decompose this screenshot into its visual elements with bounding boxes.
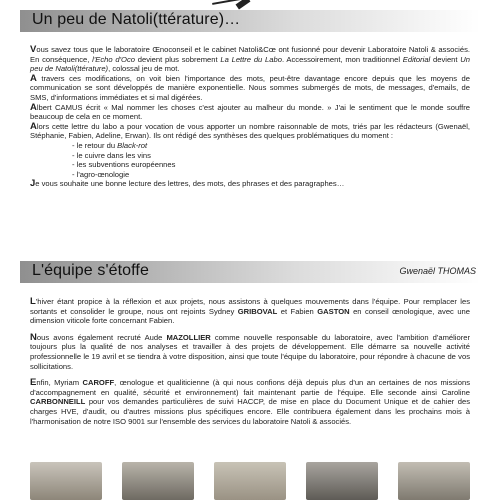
top-decorative-mark (0, 0, 500, 8)
drop-letter: V (30, 44, 37, 55)
paragraph: L'hiver étant propice à la réflexion et aux projets, nous assistons à quelques mouvements dans l'équipe. Pour remplacer les sortants et consolider le groupe, nous ont rejoints Sydney GRIBOVAL et Fabien GASTON en conseil œnologique, avec une dimension viticole forte concernant Fabien. (30, 296, 470, 326)
section-title: L'équipe s'étoffe (32, 262, 149, 279)
section-header-equipe (20, 261, 480, 283)
team-photo (306, 462, 378, 500)
team-photo (122, 462, 194, 500)
paragraph: Alors cette lettre du labo a pour vocation de vous apporter un nombre raisonnable de mots, triés par les rédacteurs (Gwenaël, Stéphanie, Fabien, Adeline, Erwan). Ils ont rédigé des synthèses des quelques problématiques du moment : (30, 120, 470, 141)
list-item: - le cuivre dans les vins (72, 151, 470, 161)
paragraph: Je vous souhaite une bonne lecture des lettres, des mots, des phrases et des paragraphes… (30, 178, 345, 190)
paragraph: Vous savez tous que le laboratoire Œnoconseil et le cabinet Natoli&Cœ ont fusionné pour devenir Laboratoire Natoli & associés. En conséquence, l'Echo d'Oco devient plus sobrement La Lettre du Labo. Accessoirement, mon traditionnel Editorial devient Un peu de Natoli(ttérature), colossal jeu de mot. (30, 44, 470, 74)
decorative-stroke (236, 0, 251, 9)
drop-letter: A (30, 72, 37, 84)
topics-list (30, 141, 470, 179)
section-title: Un peu de Natoli(ttérature)… (32, 11, 241, 28)
paragraph: Enfin, Myriam CAROFF, œnologue et qualiticienne (à qui nous confions déjà depuis plus d'un an certaines de nos missions d'accompagnement en qualité, sécurité et environnement) fait maintenant partie de l'équipe. Elle seconde ainsi Caroline CARBONNEILL pour vos demandes particulières de suivi HACCP, de mise en place du Document Unique et de cahier des charges HVE, d'audit, ou d'autres missions plus spécifiques encore. Elle contribuera également dans les prochains mois à l'harmonisation de notre ISO 9001 sur l'ensemble des services du laboratoire Natoli & associés. (30, 377, 470, 426)
drop-letter: A (30, 120, 37, 132)
paragraph: A travers ces modifications, on voit bien l'importance des mots, peut-être davantage encore depuis que les moyens de communication se sont développés de manière exponentielle. Nous sommes submergés de mots, de messages, d'emails, de SMS, d'informations immédiates et si mal digérées. (30, 72, 470, 102)
paragraph: Nous avons également recruté Aude MAZOLLIER comme nouvelle responsable du laboratoire, avec l'ambition d'améliorer toujours plus la qualité de nos analyses et travailler à des projets de développement. Elle démarre sa nouvelle activité professionnelle le 19 avril et se tiendra à votre disposition, ainsi que toute l'équipe du laboratoire, pour répondre à chacune de vos sollicitations. (30, 331, 470, 371)
team-photo-strip (30, 462, 470, 500)
author-name: Gwenaël THOMAS (399, 266, 476, 276)
list-item: - les subventions européennes (72, 160, 470, 170)
drop-letter: A (30, 101, 37, 113)
editorial-text (30, 45, 470, 189)
drop-letter: N (30, 331, 37, 343)
section-header-natoliterature (20, 10, 480, 32)
team-text (30, 297, 470, 426)
team-photo (30, 462, 102, 500)
list-item: - le retour du Black-rot (72, 141, 470, 151)
drop-letter: L (30, 296, 36, 307)
team-photo (398, 462, 470, 500)
team-photo (214, 462, 286, 500)
drop-letter: J (30, 178, 36, 190)
list-item: - l'agro-œnologie (72, 170, 470, 180)
paragraph: Albert CAMUS écrit « Mal nommer les choses c'est ajouter au malheur du monde. » J'ai le sentiment que le monde souffre beaucoup de cela en ce moment. (30, 101, 470, 122)
drop-letter: E (30, 377, 37, 389)
